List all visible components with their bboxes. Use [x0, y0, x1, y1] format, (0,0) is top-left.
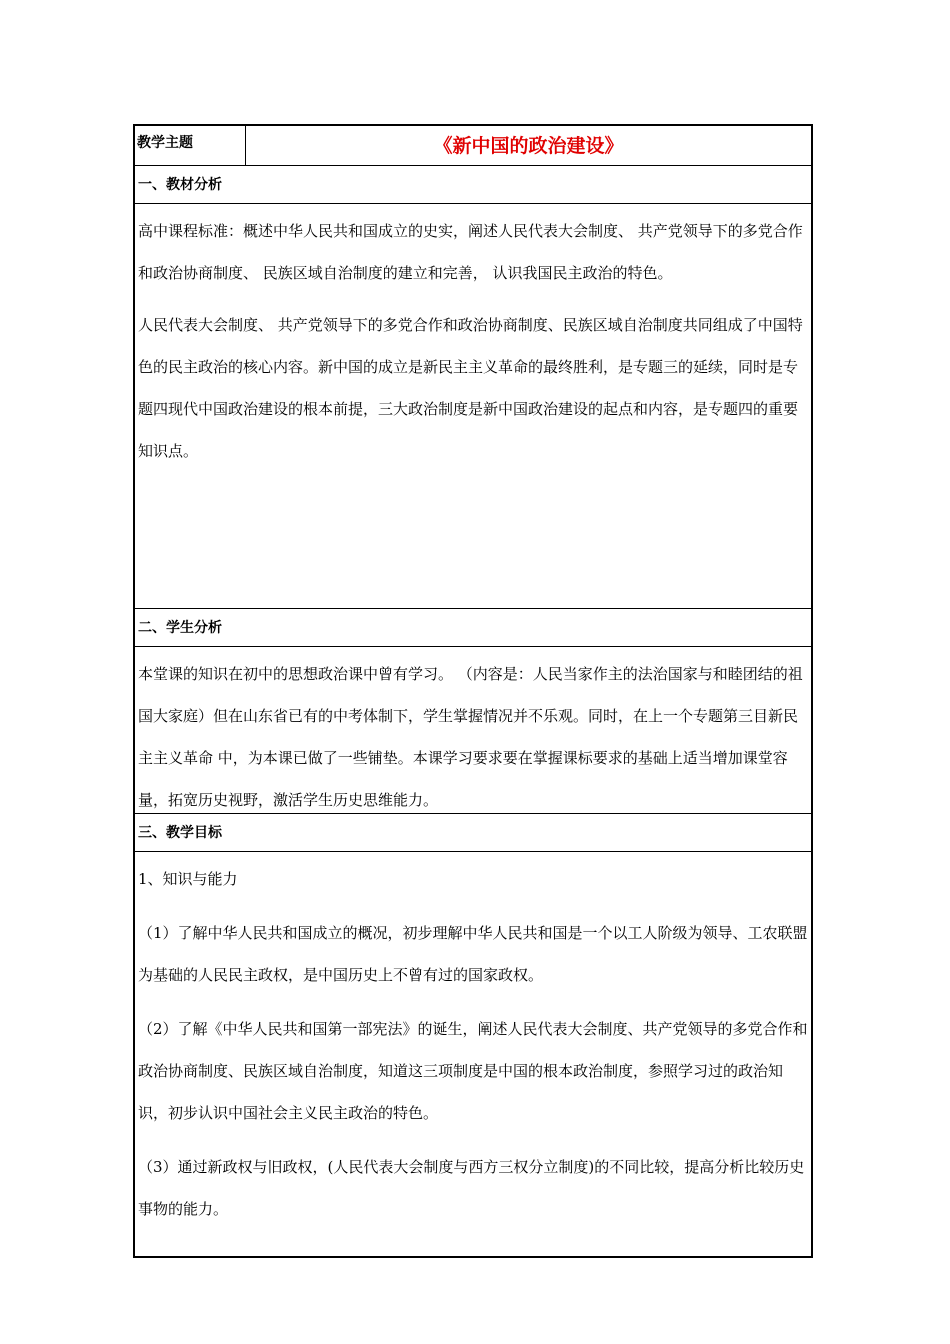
paragraph: 1、知识与能力 [138, 870, 238, 888]
paragraph: （2）了解《中华人民共和国第一部宪法》的诞生，阐述人民代表大会制度、共产党领导的多党合作和政治协商制度、民族区域自治制度，知道这三项制度是中国的根本政治制度，参照学习过的政治知识，初步认识中国社会主义民主政治的特色。 [138, 1020, 808, 1122]
section-body-textbook-analysis [135, 204, 811, 609]
section-heading-textbook-analysis: 一、教材分析 [135, 166, 811, 204]
paragraph: （1）了解中华人民共和国成立的概况，初步理解中华人民共和国是一个以工人阶级为领导、工农联盟为基础的人民民主政权，是中国历史上不曾有过的国家政权。 [138, 924, 808, 984]
section-body-teaching-objectives [135, 852, 811, 1256]
paragraph: 高中课程标准：概述中华人民共和国成立的史实，阐述人民代表大会制度、 共产党领导下的多党合作和政治协商制度、 民族区域自治制度的建立和完善， 认识我国民主政治的特色。 [138, 222, 803, 282]
paragraph: 人民代表大会制度、 共产党领导下的多党合作和政治协商制度、民族区域自治制度共同组成了中国特色的民主政治的核心内容。新中国的成立是新民主主义革命的最终胜利，是专题三的延续，同时是专题四现代中国政治建设的根本前提，三大政治制度是新中国政治建设的起点和内容，是专题四的重要知识点。 [138, 316, 803, 460]
topic-row [135, 126, 811, 166]
paragraph: （3）通过新政权与旧政权，(人民代表大会制度与西方三权分立制度)的不同比较，提高分析比较历史事物的能力。 [138, 1158, 805, 1218]
section-heading-student-analysis: 二、学生分析 [135, 609, 811, 647]
topic-label: 教学主题 [135, 126, 246, 165]
lesson-plan-table [133, 124, 813, 1258]
section-heading-teaching-objectives: 三、教学目标 [135, 814, 811, 852]
section-body-student-analysis [135, 647, 811, 814]
paragraph: 本堂课的知识在初中的思想政治课中曾有学习。 （内容是：人民当家作主的法治国家与和睦团结的祖国大家庭）但在山东省已有的中考体制下，学生掌握情况并不乐观。同时，在上一个专题第三目新民主主义革命 中，为本课已做了一些铺垫。本课学习要求要在掌握课标要求的基础上适当增加课堂容量，拓宽历史视野，激活学生历史思维能力。 [138, 665, 803, 809]
topic-title: 《新中国的政治建设》 [433, 135, 624, 157]
